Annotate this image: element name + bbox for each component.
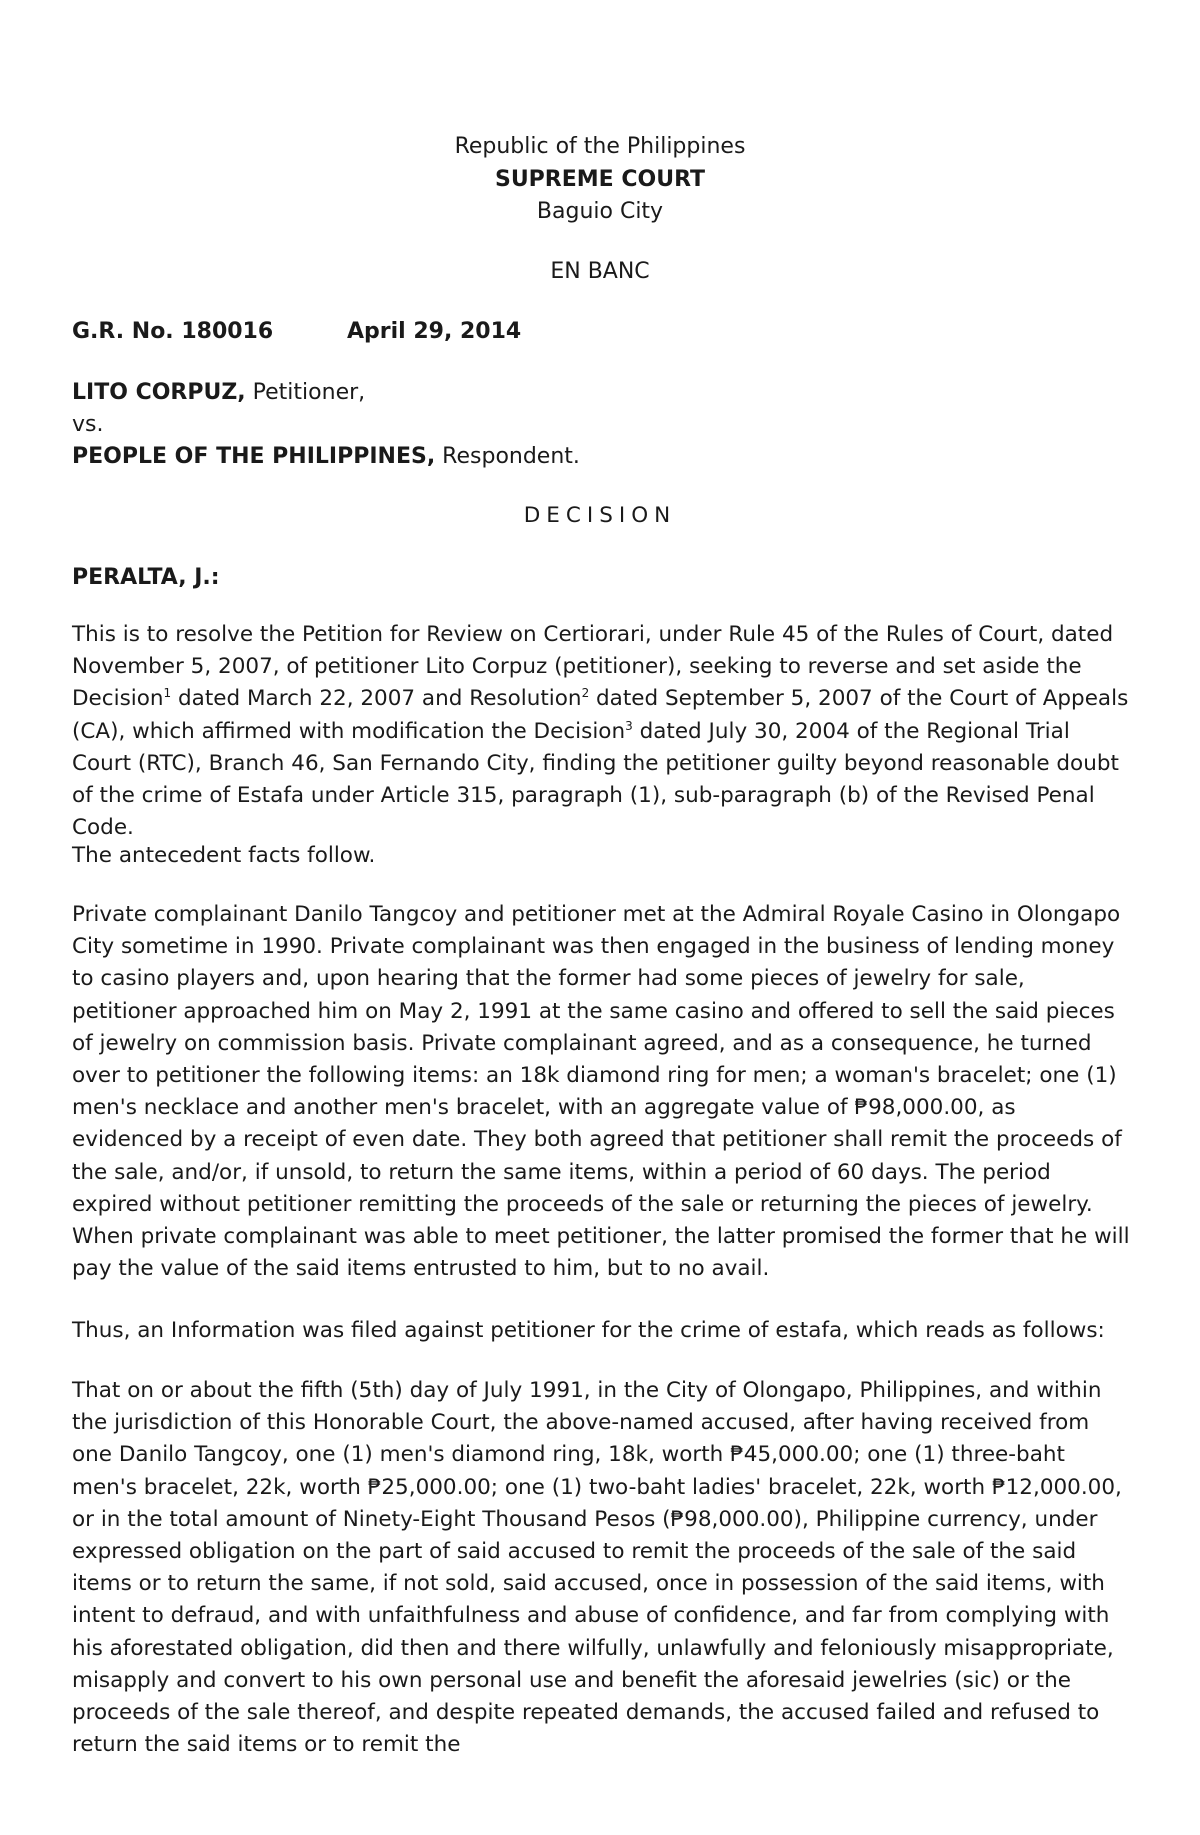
paragraph-1-text-b: dated March 22, 2007 and Resolution [171, 686, 582, 712]
ponente: PERALTA, J.: [72, 565, 220, 590]
division-label: EN BANC [550, 259, 650, 284]
respondent-line [72, 441, 1132, 473]
petitioner-name: LITO CORPUZ, [72, 380, 246, 405]
paragraph-3-text: Private complainant Danilo Tangcoy and petitioner met at the Admiral Royale Casino in Olongapo City sometime in 1990. Private complainant was then engaged in the business of lending money to casino players and, upon hearing that the former had some pieces of jewelry for sale, petitioner approached him on May 2, 1991 at the same casino and offered to sell the said pieces of jewelry on commission basis. Private complainant agreed, and as a consequence, he turned over to petitioner the following items: an 18k diamond ring for men; a woman's bracelet; one (1) men's necklace and another men's bracelet, with an aggregate value of ₱98,000.00, as evidenced by a receipt of even date. They both agreed that petitioner shall remit the proceeds of the sale, and/or, if unsold, to return the same items, within a period of 60 days. The period expired without petitioner remitting the proceeds of the sale or returning the pieces of jewelry. When private complainant was able to meet petitioner, the latter promised the former that he will pay the value of the said items entrusted to him, but to no avail. [72, 902, 1130, 1282]
paragraph-4-text: Thus, an Information was filed against petitioner for the crime of estafa, which reads as follows: [72, 1318, 1105, 1343]
case-number: G.R. No. 180016 [72, 319, 274, 344]
paragraph-1-text-d: dated July 30, 2004 of the Regional Trial Court (RTC), Branch 46, San Fernando City, finding the petitioner guilty beyond reasonable doubt of the crime of Estafa under Article 315, paragraph (1), sub-paragraph (b) of the Revised Penal Code. [72, 718, 1119, 841]
decision-title: DECISION [523, 503, 677, 528]
paragraph-4 [72, 1315, 1132, 1347]
court-city: Baguio City [536, 199, 664, 224]
case-date: April 29, 2014 [347, 319, 522, 344]
paragraph-5 [72, 1375, 1132, 1761]
footnote-ref-1[interactable]: 1 [163, 686, 172, 701]
petitioner-role: Petitioner, [245, 380, 366, 405]
versus-line: vs. [72, 412, 104, 437]
paragraph-5-text: That on or about the fifth (5th) day of July 1991, in the City of Olongapo, Philippines, and within the jurisdiction of this Honorable Court, the above-named accused, after having received from one Danilo Tangcoy, one (1) men's diamond ring, 18k, worth ₱45,000.00; one (1) three-baht men's bracelet, 22k, worth ₱25,000.00; one (1) two-baht ladies' bracelet, 22k, worth ₱12,000.00, or in the total amount of Ninety-Eight Thousand Pesos (₱98,000.00), Philippine currency, under expressed obligation on the part of said accused to remit the proceeds of the sale of the said items or to return the same, if not sold, said accused, once in possession of the said items, with intent to defraud, and with unfaithfulness and abuse of confidence, and far from complying with his aforestated obligation, did then and there wilfully, unlawfully and feloniously misappropriate, misapply and convert to his own personal use and benefit the aforesaid jewelries (sic) or the proceeds of the sale thereof, and despite repeated demands, the accused failed and refused to return the said items or to remit the [72, 1378, 1122, 1758]
paragraph-3 [72, 899, 1132, 1285]
paragraph-1 [72, 619, 1132, 844]
paragraph-2-text: The antecedent facts follow. [72, 843, 376, 868]
respondent-name: PEOPLE OF THE PHILIPPINES, [72, 444, 436, 469]
republic-line: Republic of the Philippines [454, 134, 746, 159]
paragraph-1-text-c: dated September 5, 2007 of the Court of Appeals (CA), which affirmed with modification the Decision [72, 686, 1129, 744]
footnote-ref-2[interactable]: 2 [581, 686, 590, 701]
case-info [72, 316, 1132, 348]
footnote-ref-3[interactable]: 3 [625, 718, 633, 733]
paragraph-2 [72, 840, 1132, 872]
paragraph-1-text-a: This is to resolve the Petition for Review on Certiorari, under Rule 45 of the Rules of Court, dated November 5, 2007, of petitioner Lito Corpuz (petitioner), seeking to reverse and set aside the Decision [72, 622, 1114, 712]
court-name: SUPREME COURT [494, 167, 706, 192]
respondent-role: Respondent. [435, 444, 580, 469]
petitioner-line [72, 377, 1132, 409]
